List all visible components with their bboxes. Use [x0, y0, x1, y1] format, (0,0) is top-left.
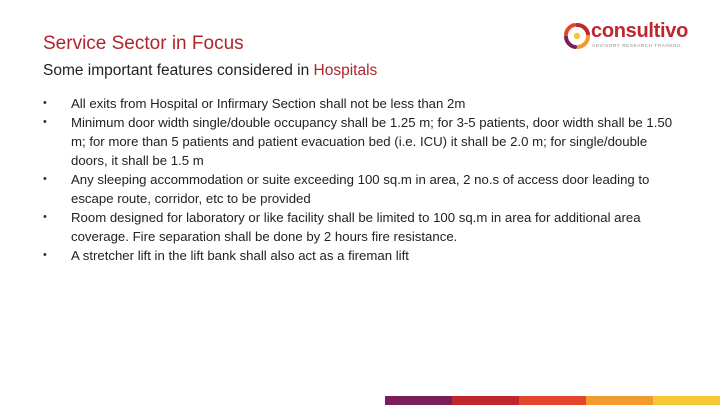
brand-color-bar: [385, 396, 720, 405]
bullet-icon: •: [43, 249, 47, 261]
bullet-text: Minimum door width single/double occupancy shall be 1.25 m; for 3-5 patients, door width shall be 1.50 m; for more than 5 patients and patient evacuation bed (i.e. ICU) it shall be 2.0 m; for single/double doors, it shall be 1.5 m: [71, 115, 673, 168]
bullet-icon: •: [43, 211, 47, 223]
logo-wordmark: consultivo: [591, 20, 689, 42]
bar-segment: [586, 396, 653, 405]
list-item: [43, 94, 683, 113]
bullet-icon: •: [43, 173, 47, 185]
bar-segment: [519, 396, 586, 405]
bullet-list: [43, 94, 683, 265]
subtitle-prefix: Some important features considered in: [43, 62, 314, 79]
list-item: [43, 246, 683, 265]
bullet-text: A stretcher lift in the lift bank shall also act as a fireman lift: [71, 248, 409, 263]
slide-subtitle: [43, 62, 377, 80]
bullet-text: Room designed for laboratory or like facility shall be limited to 100 sq.m in area for additional area coverage. Fire separation shall be done by 2 hours fire resistance.: [71, 210, 641, 244]
bullet-icon: •: [43, 97, 47, 109]
list-item: [43, 208, 683, 246]
bar-segment: [653, 396, 720, 405]
bullet-text: Any sleeping accommodation or suite exceeding 100 sq.m in area, 2 no.s of access door leading to escape route, corridor, etc to be provided: [71, 172, 650, 206]
bar-segment: [452, 396, 519, 405]
logo-tagline: ADVISORY RESEARCH TRAINING: [592, 43, 682, 48]
list-item: [43, 170, 683, 208]
bullet-icon: •: [43, 116, 47, 128]
logo-swirl-icon: [563, 22, 591, 50]
list-item: [43, 113, 683, 170]
subtitle-highlight: Hospitals: [313, 62, 378, 79]
bullet-text: All exits from Hospital or Infirmary Section shall not be less than 2m: [71, 96, 466, 111]
slide-title: Service Sector in Focus: [43, 33, 244, 54]
consultivo-logo: [563, 22, 688, 52]
bar-segment: [385, 396, 452, 405]
